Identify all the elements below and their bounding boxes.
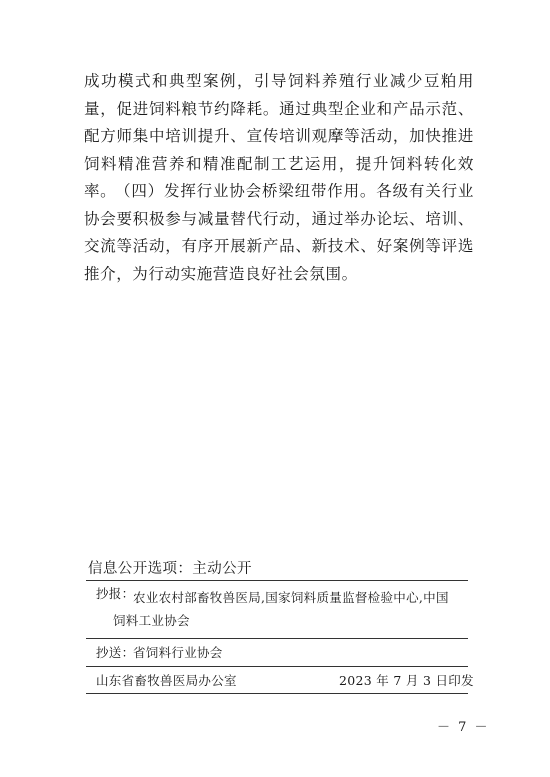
footer-rule-bottom (86, 693, 468, 694)
body-paragraph-1: 成功模式和典型案例，引导饲料养殖行业减少豆粕用量，促进饲料粮节约降耗。通过典型企业和产品示范、配方师集中培训提升、宣传培训观摩等活动，加快推进饲料精准营养和精准配制工艺运用，提升饲料转化效率。 (84, 72, 474, 200)
footer-rule-middle (86, 638, 468, 639)
distribution-recipients: 省饲料行业协会 (133, 645, 223, 660)
issuing-office: 山东省畜牧兽医局办公室 (96, 673, 237, 688)
issue-date: 2023 年 7 月 3 日印发 (339, 673, 474, 688)
footer-rule-lower (86, 666, 468, 667)
distribution-label: 抄送： (96, 645, 135, 660)
cc-report-label: 抄报： (96, 586, 135, 601)
info-disclosure-option: 信息公开选项：主动公开 (88, 561, 252, 577)
footer-rule-top (86, 580, 468, 581)
cc-report-recipients: 农业农村部畜牧兽医局,国家饲料质量监督检验中心,中国 (133, 590, 449, 605)
page-number: － 7 － (437, 720, 490, 735)
body-paragraph-2: （四）发挥行业协会桥梁纽带作用。各级有关行业协会要积极参与减量替代行动，通过举办论坛、培训、交流等活动，有序开展新产品、新技术、好案例等评选推介，为行动实施营造良好社会氛围。 (84, 182, 474, 283)
cc-report-recipients-cont: 饲料工业协会 (113, 613, 190, 628)
